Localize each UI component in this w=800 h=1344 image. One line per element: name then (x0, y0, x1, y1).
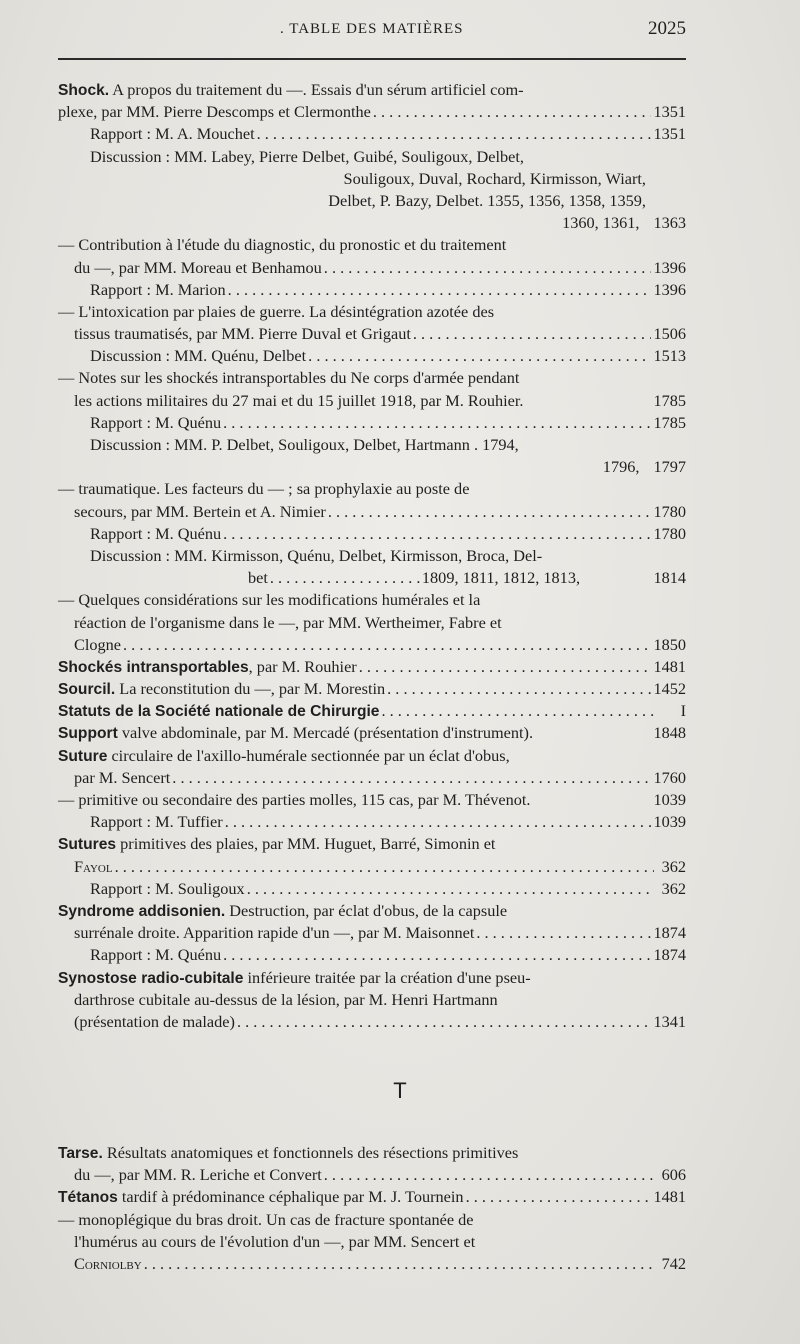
entry-keyword: Tarse. (58, 1145, 103, 1162)
page-ref: 1874 (653, 923, 686, 943)
index-entry: Rapport : M. Tuffier . . . 1039 (58, 811, 686, 833)
index-entry: — L'intoxication par plaies de guerre. La désintégration azotée des tissus traumatisés, par MM. Pierre Duval et Grigaut . . . 1506 (58, 301, 686, 345)
page-ref: 1785 (653, 412, 686, 432)
page-ref: 742 (661, 1253, 686, 1273)
page-number: 2025 (648, 18, 686, 39)
entry-keyword: Support (58, 725, 118, 743)
page-ref: 1513 (653, 346, 686, 366)
index-section-s (58, 79, 686, 1033)
page-ref: 362 (661, 856, 686, 876)
page-ref: 1481 (653, 656, 686, 676)
page-ref: 1850 (653, 634, 686, 654)
index-entry: Shock. A propos du traitement du —. Essais d'un sérum artificiel com- plexe, par MM. Pierre Descomps et Clermonthe . . . 1351 (58, 79, 686, 123)
index-entry: Synostose radio-cubitale inférieure traitée par la création d'une pseu- darthrose cubitale au-dessus de la lésion, par M. Henri Hartmann (présentation de malade) . . . 1341 (58, 967, 686, 1034)
index-entry: Syndrome addisonien. Destruction, par éclat d'obus, de la capsule surrénale droite. Apparition rapide d'un —, par M. Maisonnet . . . 1874 (58, 900, 686, 944)
entry-keyword: Shockés intransportables (58, 658, 249, 676)
page-ref: 1396 (653, 257, 686, 277)
index-entry: Rapport : M. Quénu . . . 1785 (58, 412, 686, 434)
index-entry: — Quelques considérations sur les modifications humérales et la réaction de l'organisme dans le —, par MM. Wertheimer, Fabre et Clogne . . . 1850 (58, 589, 686, 656)
page-ref: I (680, 701, 686, 721)
index-entry: Discussion : MM. Labey, Pierre Delbet, Guibé, Souligoux, Delbet, Souligoux, Duval, Rochard, Kirmisson, Wiart, Delbet, P. Bazy, Delbet. 1355, 1356, 1358, 1359, 1360, 1361, 1363 (58, 146, 686, 235)
page-ref: 1351 (653, 102, 686, 122)
page-ref: 1797 (653, 457, 686, 477)
page-ref: 1785 (653, 390, 686, 410)
page-ref: 1780 (653, 501, 686, 521)
running-title: . TABLE DES MATIÈRES (280, 21, 464, 37)
entry-keyword: Suture (58, 747, 108, 765)
index-entry: Discussion : MM. Quénu, Delbet . . . 1513 (58, 345, 686, 367)
page-ref: 1452 (653, 679, 686, 699)
header-rule (58, 58, 686, 60)
index-entry (58, 700, 686, 722)
index-entry: Tétanos tardif à prédominance céphalique par M. J. Tournein . . . 1481 (58, 1186, 686, 1208)
page-ref: 1341 (653, 1011, 686, 1031)
index-entry: — Contribution à l'étude du diagnostic, du pronostic et du traitement du —, par MM. Moreau et Benhamou . . . 1396 (58, 234, 686, 278)
index-entry: Sutures primitives des plaies, par MM. Huguet, Barré, Simonin et Fayol . . . 362 (58, 833, 686, 877)
entry-keyword: Shock. (58, 82, 110, 99)
index-entry: Rapport : M. Marion . . . 1396 (58, 279, 686, 301)
index-entry: Rapport : M. Souligoux . . . 362 (58, 878, 686, 900)
page-ref: 1351 (653, 124, 686, 144)
index-entry: Discussion : MM. Kirmisson, Quénu, Delbet, Kirmisson, Broca, Del- bet . . . 1809, 1811, 1812, 1813, 1814 (58, 545, 686, 589)
page-header (58, 18, 686, 44)
page-ref: 1780 (653, 523, 686, 543)
page-ref: 1874 (653, 945, 686, 965)
index-entry: — Notes sur les shockés intransportables du Ne corps d'armée pendant les actions militaires du 27 mai et du 15 juillet 1918, par M. Rouhier. 1785 (58, 367, 686, 411)
entry-keyword: Tétanos (58, 1189, 118, 1207)
page-ref: 1760 (653, 767, 686, 787)
page-ref: 1363 (653, 213, 686, 233)
index-entry: Support valve abdominale, par M. Mercadé (présentation d'instrument). 1848 (58, 722, 686, 744)
page-ref: 606 (661, 1165, 686, 1185)
page-ref: 1481 (653, 1187, 686, 1207)
page-ref: 1396 (653, 279, 686, 299)
entry-keyword: Statuts de la Société nationale de Chirurgie (58, 703, 380, 721)
index-section-t (58, 1142, 686, 1275)
entry-keyword: Sourcil. (58, 681, 116, 699)
index-entry: Shockés intransportables, par M. Rouhier . . . 1481 (58, 656, 686, 678)
page-ref: 1039 (653, 790, 686, 809)
index-entry: Tarse. Résultats anatomiques et fonctionnels des résections primitives du —, par MM. R. Leriche et Convert . . . 606 (58, 1142, 686, 1186)
index-entry: Discussion : MM. P. Delbet, Souligoux, Delbet, Hartmann . 1794, 1796, 1797 (58, 434, 686, 478)
index-entry: Suture circulaire de l'axillo-humérale sectionnée par un éclat d'obus, par M. Sencert . . . 1760 (58, 745, 686, 789)
page-ref: 1814 (653, 568, 686, 588)
page-ref: 1506 (653, 324, 686, 344)
index-entry: Rapport : M. Quénu . . . 1874 (58, 944, 686, 966)
section-letter: T (393, 1078, 407, 1103)
index-entry: Rapport : M. Quénu . . . 1780 (58, 523, 686, 545)
page-ref: 1039 (653, 812, 686, 832)
index-entry: — traumatique. Les facteurs du — ; sa prophylaxie au poste de secours, par MM. Bertein et A. Nimier . . . 1780 (58, 478, 686, 522)
index-entry: Sourcil. La reconstitution du —, par M. Morestin . . . 1452 (58, 678, 686, 700)
entry-keyword: Synostose radio-cubitale (58, 969, 244, 987)
index-entry: — primitive ou secondaire des parties molles, 115 cas, par M. Thévenot. 1039 (58, 789, 686, 811)
entry-keyword: Sutures (58, 836, 117, 854)
index-entry: Rapport : M. A. Mouchet . . . 1351 (58, 123, 686, 145)
page-ref: 1848 (653, 723, 686, 743)
index-entry: — monoplégique du bras droit. Un cas de fracture spontanée de l'humérus au cours de l'évolution d'un —, par MM. Sencert et Corniolby . . . 742 (58, 1209, 686, 1276)
page-ref: 362 (661, 878, 686, 898)
entry-keyword: Syndrome addisonien. (58, 902, 226, 920)
